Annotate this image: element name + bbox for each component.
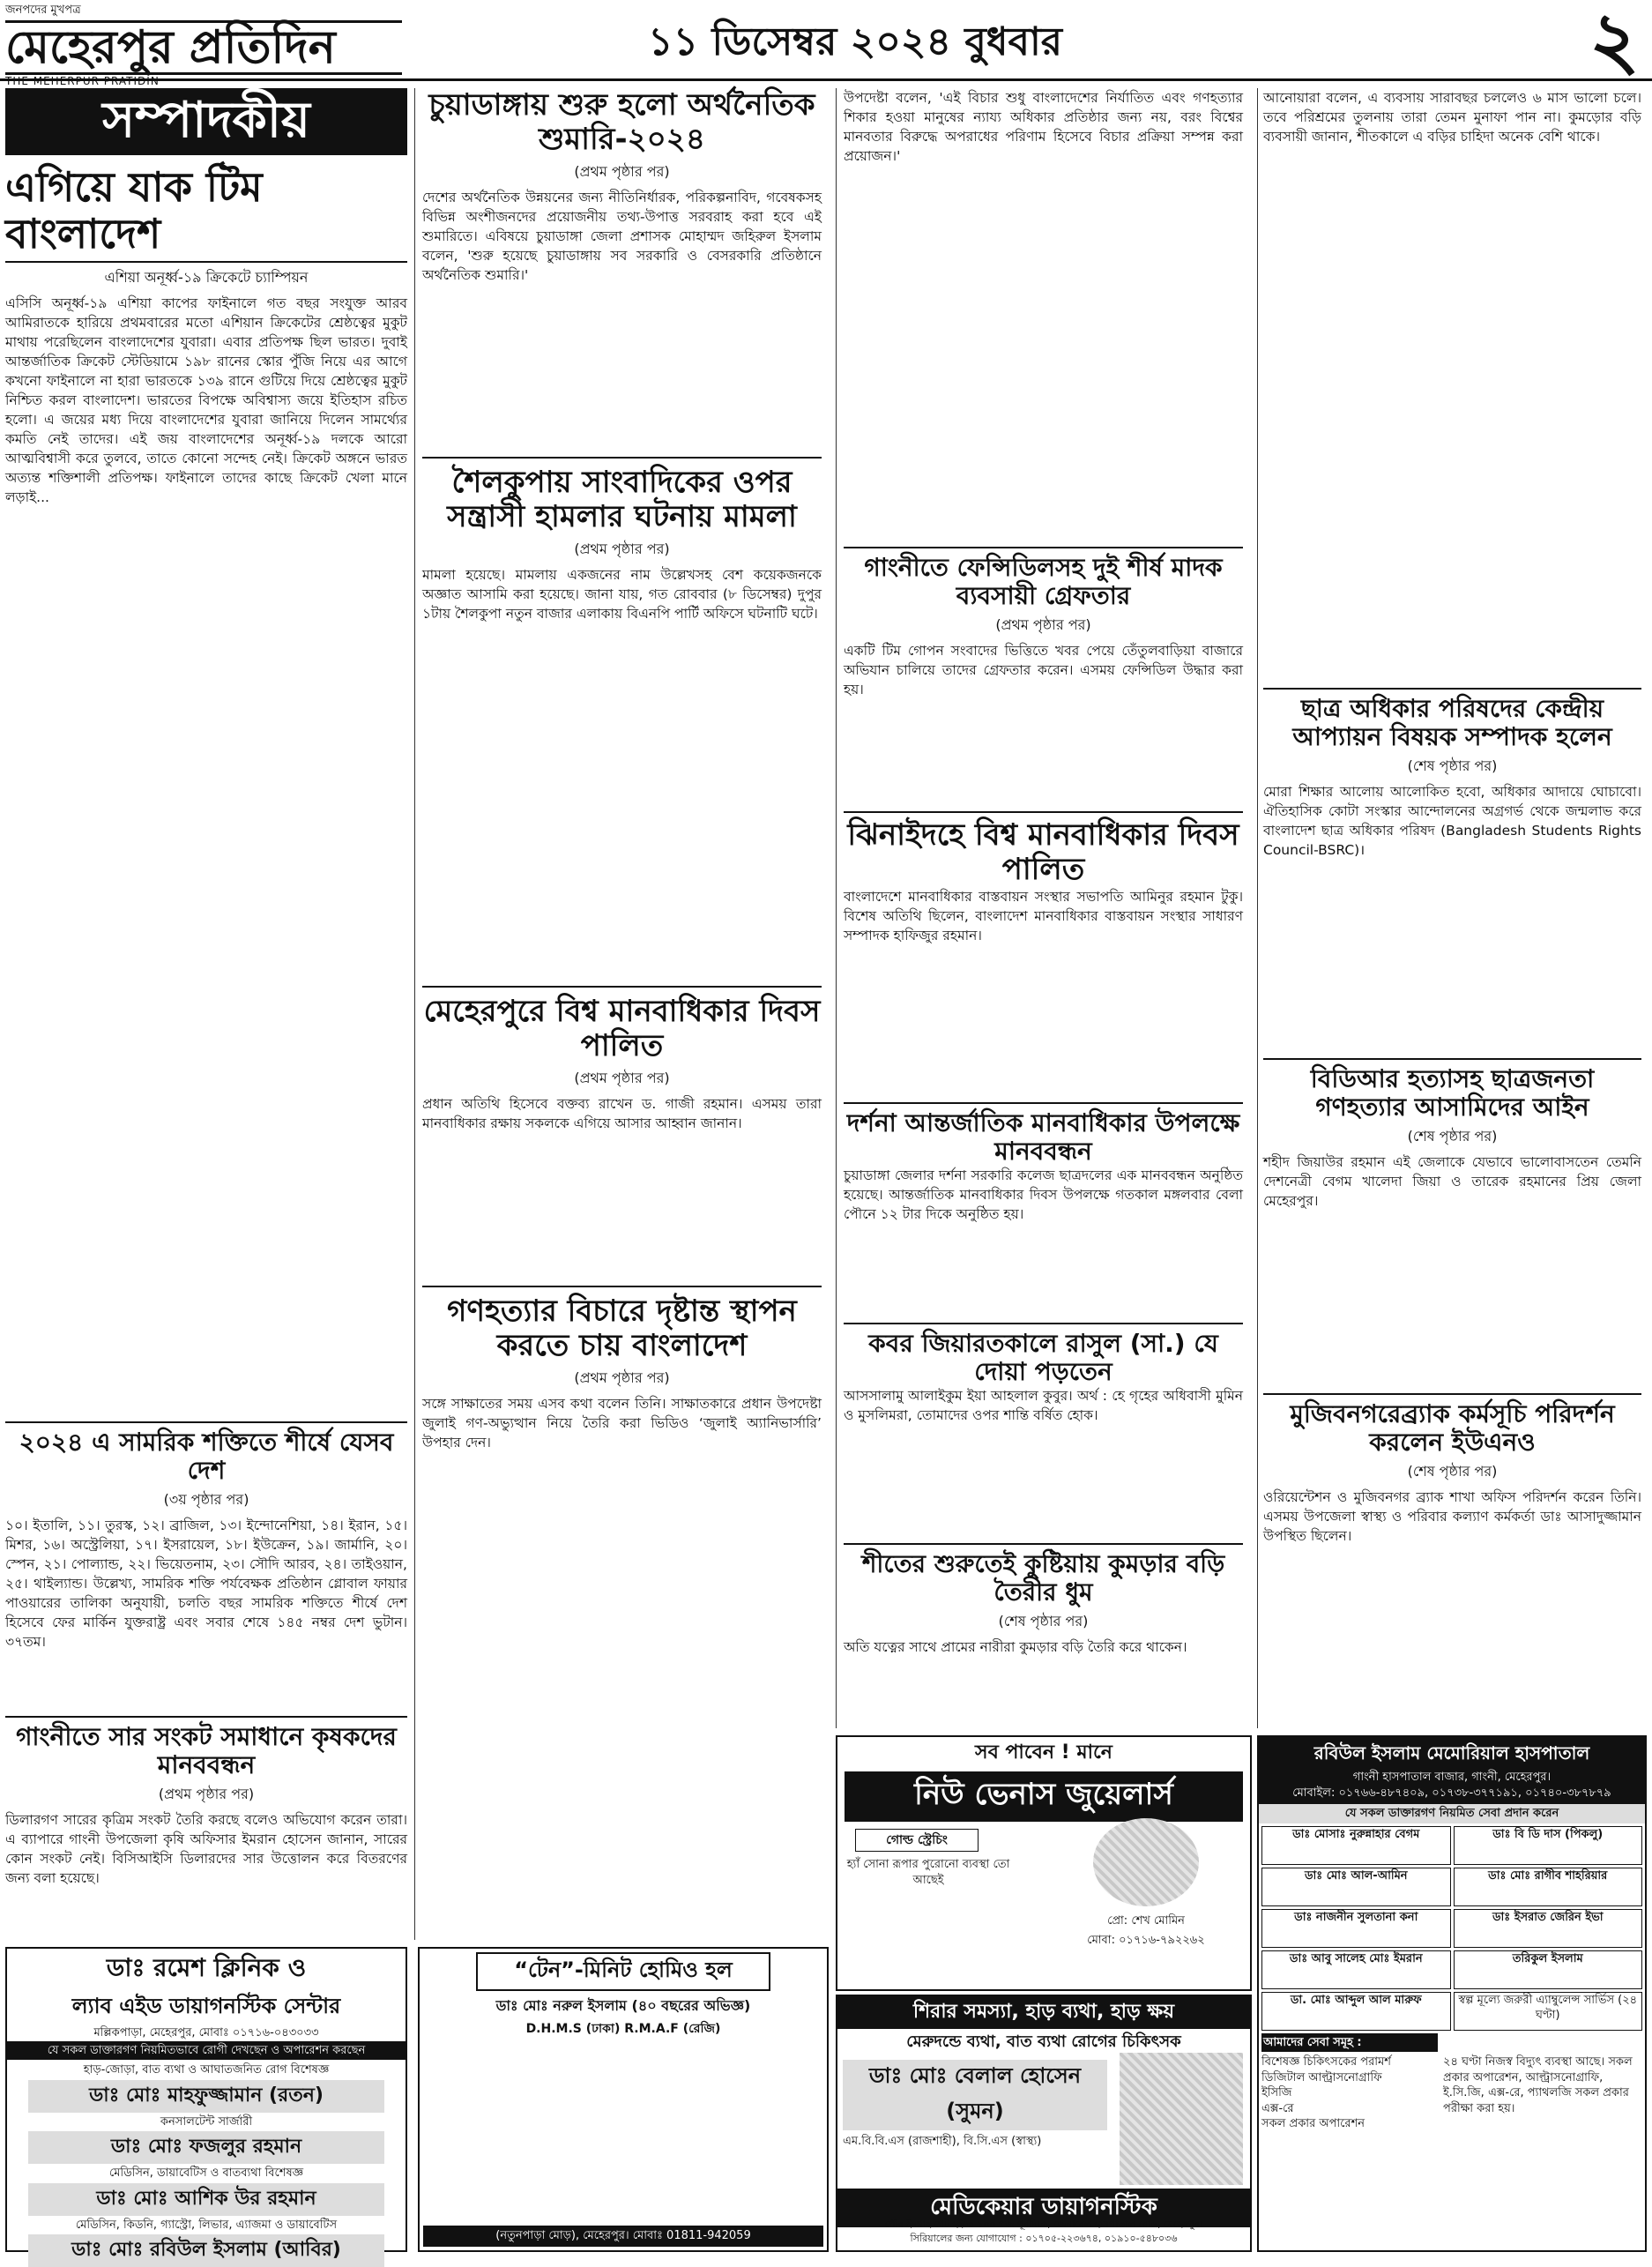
kumra-headline: শীতের শুরুতেই কুষ্টিয়ায় কুমড়ার বড়ি তৈরীর ধুম (861, 1549, 1225, 1607)
belal-degree: এম.বি.বি.এস (রাজশাহী), বি.সি.এস (স্বাস্থ্য) (843, 2135, 1042, 2148)
drug-headline: গাংনীতে ফেন্সিডিলসহ দুই শীর্ষ মাদক ব্যবসায়ী গ্রেফতার (864, 553, 1223, 611)
ad-robiul-hospital (1257, 1735, 1647, 2252)
robiul-header (1259, 1737, 1645, 1804)
bd-article (1263, 1058, 1641, 1393)
ramesh-dept3: মেডিসিন, ডায়াবেটিস ও বাতব্যথা বিশেষজ্ঞ (108, 2166, 304, 2181)
ramesh-dept1: হাড়-জোড়া, বাত ব্যথা ও আঘাতজনিত রোগ বিশেষজ্ঞ (83, 2063, 330, 2077)
robiul-doc: ডা. মোঃ আব্দুল আল মারুফ (1261, 1992, 1451, 2031)
robiul-doc: ডাঃ বি ডি দাস (পিকলু) (1454, 1826, 1643, 1865)
brac-headline: মুজিবনগরেব্র্যাক কর্মসূচি পরিদর্শন করলেন ইউএনও (1290, 1399, 1615, 1458)
ramesh-notice: যে সকল ডাক্তারগণ নিয়মিতভাবে রোগী দেখছেন ও অপারেশন করছেন (7, 2041, 406, 2061)
hr-day-headline: মেহেরপুরে বিশ্ব মানবাধিকার দিবস পালিত (423, 994, 821, 1064)
census-body: দেশের অর্থনৈতিক উন্নয়নের জন্য নীতিনির্ধারক, পরিকল্পনাবিদ, গবেষকসহ বিভিন্ন অংশীজনদের প্রয়োজনীয় তথ্য-উপাত্ত সরবরাহ করা হবে এই শুমারিতে। এবিষয়ে চুয়াডাঙ্গা জেলা প্রশাসক মোহাম্মদ জহিরুল ইসলাম বলেন, 'শুরু হয়েছে চুয়াডাঙ্গায় সব সরকারি ও বেসরকারি প্রতিষ্ঠানে অর্থনৈতিক শুমারি।' (422, 190, 822, 284)
bd-body: শহীদ জিয়াউর রহমান এই জেলাকে যেভাবে ভালোবাসতেন তেমনি দেশনেত্রী বেগম খালেদা জিয়া ও তারেক রহমানের প্রিয় জেলা মেহেরপুর। (1263, 1154, 1641, 1210)
robiul-doc: ডাঃ মোসাঃ নুরুন্নাহার বেগম (1261, 1826, 1451, 1865)
belal-phone: সিরিয়ালের জন্য যোগাযোগ : ০১৭০৫-২২৩৬৭৪, ০১৯১০-৫৪৮০৩৬ (910, 2233, 1178, 2244)
ramesh-doc4: ডাঃ মোঃ রবিউল ইসলাম (আবির) (28, 2234, 384, 2267)
robiul-doc: ডাঃ আবু সালেহ মোঃ ইমরান (1261, 1950, 1451, 1989)
jewellers-owner: প্রো: শেখ মোমিন (1107, 1914, 1185, 1928)
journalist-body: মামলা হয়েছে। মামলায় একজনের নাম উল্লেখসহ বেশ কয়েকজনকে অজ্ঞাত আসামি করা হয়েছে। জানা যায়, গত রোববার (৮ ডিসেম্বর) দুপুর ১টায় শৈলকুপা নতুন বাজার এলাকায় বিএনপি পার্টি অফিসে ঘটনাটি ঘটে। (422, 567, 822, 623)
drug-article (844, 547, 1243, 811)
census-article (422, 88, 822, 459)
dua-headline: কবর জিয়ারতকালে রাসুল (সা.) যে দোয়া পড়তেন (868, 1329, 1218, 1387)
robiul-doc: তরিকুল ইসলাম (1454, 1950, 1643, 1989)
ramesh-dept4: মেডিসিন, কিডনি, গ্যাস্ট্রো, লিভার, এ্যাজমা ও ডায়াবেটিস (75, 2218, 338, 2232)
editorial-label: সম্পাদকীয় (5, 88, 407, 155)
robiul-phone: মোবাইল: ০১৭৬৬-৪৮৭৪০৯, ০১৭৩৮-৩৭৭১৯১, ০১৭৪০-৩৮৭৮৭৯ (1292, 1786, 1611, 1800)
darshana-headline: দর্শনা আন্তর্জাতিক মানবাধিকার উপলক্ষে মানববন্ধন (846, 1108, 1240, 1167)
military-article (5, 1421, 407, 1712)
hr-day-cont: (প্রথম পৃষ্ঠার পর) (574, 1070, 670, 1087)
paper-logo (5, 2, 402, 87)
belal-top1: শিরার সমস্যা, হাড় ব্যথা, হাড় ক্ষয় (837, 1996, 1250, 2029)
robiul-service-item: ডিজিটাল আল্ট্রাসনোগ্রাফি (1261, 2070, 1382, 2084)
belal-centre-addr: পৌর ইদগাহ গেট হইতে ১০০ গজ পূর্বদিকে, জেনারেল হাসপাতাল রোড, মেহেরপুর। (884, 2219, 1203, 2230)
robiul-services-note: ২৪ ঘণ্টা নিজস্ব বিদ্যুৎ ব্যবস্থা আছে। সকল প্রকার অপারেশন, আল্ট্রাসনোগ্রাফি, ই.সি.জি, এক্স-রে, প্যাথলজি সকল প্রকার পরীক্ষা করা হয়। (1443, 2055, 1633, 2115)
hr-day-body: প্রধান অতিথি হিসেবে বক্তব্য রাখেন ড. গাজী রহমান। এসময় তারা মানবাধিকার রক্ষায় সকলকে এগিয়ে আসার আহ্বান জানান। (422, 1096, 822, 1132)
col4 (836, 88, 1250, 1728)
ramesh-dept2: কনসালটেন্ট সার্জারী (160, 2114, 253, 2129)
jewellers-owner-photo (1093, 1818, 1199, 1906)
jewellers-line: হ্যাঁ সোনা রূপার পুরোনো ব্যবস্থা তো আছেই (846, 1858, 1010, 1887)
fertilizer-article (5, 1716, 407, 1942)
brac-cont: (শেষ পৃষ্ঠার পর) (1407, 1463, 1498, 1480)
belal-name: ডাঃ মোঃ বেলাল হোসেন (সুমন) (843, 2060, 1107, 2130)
masthead (0, 0, 1652, 87)
census-headline: চুয়াডাঙ্গায় শুরু হলো অর্থনৈতিক শুমারি-২০২৪ (428, 87, 815, 158)
jewellers-name: নিউ ভেনাস জুয়েলার্স (845, 1771, 1243, 1822)
dua-article (844, 1323, 1243, 1543)
journalist-headline: শৈলকুপায় সাংবাদিকের ওপর সন্ত্রাসী হামলার ঘটনায় মামলা (447, 465, 797, 535)
col4-continue: উপদেষ্টা বলেন, 'এই বিচার শুধু বাংলাদেশের নির্যাতিত এবং গণহত্যার শিকার হওয়া মানুষের ন্যায্য অধিকার প্রতিষ্ঠার জন্য নয়, বরং বিশ্বের মানবতার বিরুদ্ধে অপরাধের পরিণাম হিসেবে বিচার প্রক্রিয়া সম্পন্ন করা প্রয়োজন।' (844, 90, 1243, 164)
darshana-body: চুয়াডাঙ্গা জেলার দর্শনা সরকারি কলেজ ছাত্রদলের এক মানববন্ধন অনুষ্ঠিত হয়েছে। আন্তর্জাতিক মানবাধিকার দিবস উপলক্ষে গতকাল মঙ্গলবার বেলা পৌনে ১২ টার দিকে অনুষ্ঠিত হয়। (844, 1167, 1243, 1223)
belal-top2: মেরুদন্ডে ব্যথা, বাত ব্যথা রোগের চিকিৎসক (906, 2032, 1181, 2051)
jhenaidah-body: বাংলাদেশে মানবাধিকার বাস্তবায়ন সংস্থার সভাপতি আমিনুর রহমান টুকু। বিশেষ অতিথি ছিলেন, বাংলাদেশ মানবাধিকার বাস্তবায়ন সংস্থার সাধারণ সম্পাদক হাফিজুর রহমান। (844, 889, 1243, 944)
robiul-services-title: আমাদের সেবা সমূহ : (1261, 2033, 1438, 2053)
robiul-services (1259, 2052, 1645, 2135)
brac-body: ওরিয়েন্টেশন ও মুজিবনগর ব্র্যাক শাখা অফিস পরিদর্শন করেন তিনি। এসময় উপজেলা স্বাস্থ্য ও পরিবার কল্যাণ কর্মকর্তা ডাঃ আসাদুজ্জামান উপস্থিত ছিলেন। (1263, 1489, 1641, 1545)
homeo-title: “টেন”-মিনিট হোমিও হল (476, 1952, 770, 1991)
bd-cont: (শেষ পৃষ্ঠার পর) (1407, 1128, 1498, 1145)
census-cont: (প্রথম পৃষ্ঠার পর) (574, 163, 670, 181)
belal-centre: মেডিকেয়ার ডায়াগনস্টিক (837, 2189, 1250, 2227)
drug-cont: (প্রথম পৃষ্ঠার পর) (995, 616, 1091, 634)
ramesh-doc2: ডাঃ মোঃ ফজলুর রহমান (28, 2131, 384, 2164)
col2 (414, 88, 829, 1940)
robiul-doc: ডাঃ ইসরাত জেরিন ইভা (1454, 1909, 1643, 1948)
robiul-service-item: সকল প্রকার অপারেশন (1261, 2117, 1366, 2131)
page-number: ২ (1589, 0, 1640, 86)
robiul-doc: ডাঃ নাজনীন সুলতানা কনা (1261, 1909, 1451, 1948)
editorial-body: এসিসি অনূর্ধ্ব-১৯ এশিয়া কাপের ফাইনালে গত বছর সংযুক্ত আরব আমিরাতকে হারিয়ে প্রথমবারের মতো এশিয়ান ক্রিকেটের শ্রেষ্ঠত্বের মুকুট মাথায় পরেছিলেন বাংলাদেশের যুবারা। এবার প্রতিপক্ষ ছিল ভারত। দুবাই আন্তর্জাতিক ক্রিকেট স্টেডিয়ামে ১৯৮ রানের স্কোর পুঁজি নিয়ে এর আগে কখনো ফাইনালে না হারা ভারতকে ১৩৯ রানে গুটিয়ে দিয়ে শ্রেষ্ঠত্বের মুকুট নিশ্চিত করল বাংলাদেশ। ভারতের বিপক্ষে অবিশ্বাস্য জয়ে ইতিহাস রচিত হলো। এ জয়ের মধ্য দিয়ে বাংলাদেশের যুবারা জানিয়ে দিলেন সামর্থ্যের কমতি নেই তাদের। এই জয় বাংলাদেশের অনূর্ধ্ব-১৯ দলকে আরো আত্মবিশ্বাসী করে তুলবে, তাতে কোনো সন্দেহ নেই। ক্রিকেট অঙ্গনে ভারত অত্যন্ত শক্তিশালী প্রতিপক্ষ। ফাইনালে তাদের কাছে ক্রিকেট খেলা মানে লড়াই... (5, 295, 407, 505)
student-cont: (শেষ পৃষ্ঠার পর) (1407, 757, 1498, 775)
dua-body: আসসালামু আলাইকুম ইয়া আহলাল কুবুর। অর্থ : হে গৃহের অধিবাসী মুমিন ও মুসলিমরা, তোমাদের ওপর শান্তি বর্ষিত হোক। (844, 1388, 1243, 1424)
military-body: ১০। ইতালি, ১১। তুরস্ক, ১২। ব্রাজিল, ১৩। ইন্দোনেশিয়া, ১৪। ইরান, ১৫। মিশর, ১৬। অস্ট্রেলিয়া, ১৭। ইসরায়েল, ১৮। ইউক্রেন, ১৯। জার্মানি, ২০। স্পেন, ২১। পোল্যান্ড, ২২। ভিয়েতনাম, ২৩। সৌদি আরব, ২৪। তাইওয়ান, ২৫। থাইল্যান্ড। উল্লেখ্য, সামরিক শক্তি পর্যবেক্ষক প্রতিষ্ঠান গ্লোবাল ফায়ার পাওয়ারের তালিকা অনুযায়ী, চলতি বছর সামরিক শক্তিতে শীর্ষে দেশ হিসেবে ফের মার্কিন যুক্তরাষ্ট্র এবং সবার শেষে ১৪৫ নম্বর দেশ ভুটান। ৩৭তম। (5, 1518, 407, 1651)
homeo-degree: D.H.M.S (ঢাকা) R.M.A.F (রেজি) (525, 2022, 721, 2036)
jhenaidah-headline: ঝিনাইদহে বিশ্ব মানবাধিকার দিবস পালিত (847, 817, 1239, 888)
ad-ramesh-clinic (5, 1947, 407, 2262)
homeo-doctor: ডাঃ মোঃ নরুল ইসলাম (৪০ বছরের অভিজ্ঞ) (495, 1997, 751, 2014)
ad-jewellers (836, 1735, 1252, 1991)
student-headline: ছাত্র অধিকার পরিষদের কেন্দ্রীয় আপ্যায়ন বিষয়ক সম্পাদক হলেন (1292, 694, 1612, 752)
genocide-cont: (প্রথম পৃষ্ঠার পর) (574, 1369, 670, 1387)
robiul-ambulance: স্বল্প মূল্যে জরুরী এ্যাম্বুলেন্স সার্ভিস (২৪ ঘণ্টা) (1454, 1992, 1643, 2031)
fertilizer-cont: (প্রথম পৃষ্ঠার পর) (158, 1786, 255, 1803)
paper-name-en: THE MEHERPUR PRATIDIN (5, 75, 160, 87)
ramesh-doc1: ডাঃ মোঃ মাহফুজ্জামান (রতন) (28, 2080, 384, 2113)
kumra-article (844, 1543, 1243, 1711)
jhenaidah-article (844, 811, 1243, 1102)
ramesh-doc3: ডাঃ মোঃ আশিক উর রহমান (28, 2183, 384, 2216)
student-article (1263, 688, 1641, 1058)
brac-article (1263, 1393, 1641, 1728)
darshana-article (844, 1102, 1243, 1323)
jewellers-phone: মোবা: ০১৭১৬-৭৯২২৬২ (1087, 1934, 1205, 1947)
robiul-service-item: বিশেষজ্ঞ চিকিৎসকের পরামর্শ (1261, 2055, 1391, 2069)
student-body: মোরা শিক্ষার আলোয় আলোকিত হবো, অধিকার আদায়ে ঘোচাবো। ঐতিহাসিক কোটা সংস্কার আন্দোলনের অগ্রগর্ভ থেকে জন্মলাভ করে বাংলাদেশ ছাত্র অধিকার পরিষদ (Bangladesh Students Rights Council-BSRC)। (1263, 784, 1641, 859)
fertilizer-body: ডিলারগণ সারের কৃত্রিম সংকট তৈরি করছে বলেও অভিযোগ করেন তারা। এ ব্যাপারে গাংনী উপজেলা কৃষি অফিসার ইমরান হোসেন জানান, সারের কোন সংকট নেই। বিসিআইসি ডিলারদের সার উত্তোলন করে বিতরণের জন্য বলা হয়েছে। (5, 1812, 407, 1887)
col5 (1257, 88, 1647, 1728)
ad-belal (836, 1995, 1252, 2252)
col5-continue: আনোয়ারা বলেন, এ ব্যবসায় সারাবছর চললেও ৬ মাস ভালো চলে। তবে পরিশ্রমের তুলনায় তারা তেমন মুনাফা পান না। কুমড়োর বড়ি ব্যবসায়ী জানান, শীতকালে এ বড়ির চাহিদা অনেক বেশি থাকে। (1263, 90, 1641, 145)
robiul-services-list (1261, 2054, 1438, 2132)
drug-body: একটি টিম গোপন সংবাদের ভিত্তিতে খবর পেয়ে তেঁতুলবাড়িয়া বাজারে অভিযান চালিয়ে তাদের গ্রেফতার করেন। এসময় ফেন্সিডিল উদ্ধার করা হয়। (844, 643, 1243, 698)
robiul-doc-grid (1259, 1823, 1645, 2033)
ramesh-title: ডাঃ রমেশ ক্লিনিক ও (106, 1953, 307, 1982)
genocide-article (422, 1287, 822, 1905)
ramesh-title2: ল্যাব এইড ডায়াগনস্টিক সেন্টার (71, 1994, 341, 2018)
jewellers-badge: গোল্ড স্ট্রেচিং (855, 1829, 979, 1852)
military-headline: ২০২৪ এ সামরিক শক্তিতে শীর্ষে যেসব দেশ (19, 1428, 394, 1486)
jewellers-top: সব পাবেন ! মানে (975, 1741, 1112, 1764)
homeo-address: (নতুনপাড়া মোড়), মেহেরপুর। মোবাঃ 01811-942059 (423, 2226, 823, 2247)
ramesh-address: মল্লিকপাড়া, মেহেরপুর, মোবাঃ ০১৭১৬-০৪৩০৩৩ (93, 2026, 319, 2040)
journalist-cont: (প্রথম পৃষ্ঠার পর) (574, 541, 670, 558)
robiul-doc: ডাঃ মোঃ আল-আমিন (1261, 1868, 1451, 1906)
bd-headline: বিডিআর হত্যাসহ ছাত্রজনতা গণহত্যার আসামিদের আইন (1310, 1064, 1595, 1122)
journalist-article (422, 459, 822, 988)
hr-day-article (422, 988, 822, 1287)
military-cont: (৩য় পৃষ্ঠার পর) (163, 1491, 249, 1509)
robiul-service-item: ইসিজি (1261, 2086, 1292, 2100)
editorial-article (5, 164, 407, 1416)
genocide-headline: গণহত্যার বিচারে দৃষ্টান্ত স্থাপন করতে চায় বাংলাদেশ (447, 1294, 797, 1364)
fertilizer-headline: গাংনীতে সার সংকট সমাধানে কৃষকদের মানববন্ধন (16, 1722, 397, 1780)
robiul-address: গাংনী হাসপাতাল বাজার, গাংনী, মেহেরপুর। (1352, 1771, 1552, 1784)
kumra-cont: (শেষ পৃষ্ঠার পর) (998, 1613, 1089, 1630)
genocide-body: সঙ্গে সাক্ষাতের সময় এসব কথা বলেন তিনি। সাক্ষাতকারে প্রধান উপদেষ্টা জুলাই গণ-অভ্যুত্থান নিয়ে তৈরি করা ভিডিও ‘জুলাই অ্যানিভার্সারি’ উপহার দেন। (422, 1396, 822, 1451)
belal-photo (1120, 2053, 1243, 2185)
robiul-service-item: এক্স-রে (1261, 2101, 1294, 2115)
paper-tagline: জনপদের মুখপত্র (5, 4, 81, 17)
robiul-notice: যে সকল ডাক্তারগণ নিয়মিত সেবা প্রদান করেন (1259, 1804, 1645, 1823)
editorial-subhead: এশিয়া অনূর্ধ্ব-১৯ ক্রিকেটে চ্যাম্পিয়ন (104, 268, 309, 286)
issue-date: ১১ ডিসেম্বর ২০২৪ বুধবার (648, 19, 1062, 64)
robiul-title: রবিউল ইসলাম মেমোরিয়াল হাসপাতাল (1313, 1742, 1590, 1764)
paper-name: মেহেরপুর প্রতিদিন (5, 20, 402, 75)
robiul-doc: ডাঃ মোঃ রাগীব শাহরিয়ার (1454, 1868, 1643, 1906)
ad-homeo (418, 1947, 829, 2252)
kumra-body: অতি যত্নের সাথে প্রামের নারীরা কুমড়ার বড়ি তৈরি করে থাকেন। (844, 1639, 1187, 1656)
editorial-headline: এগিয়ে যাক টিম বাংলাদেশ (5, 164, 407, 263)
